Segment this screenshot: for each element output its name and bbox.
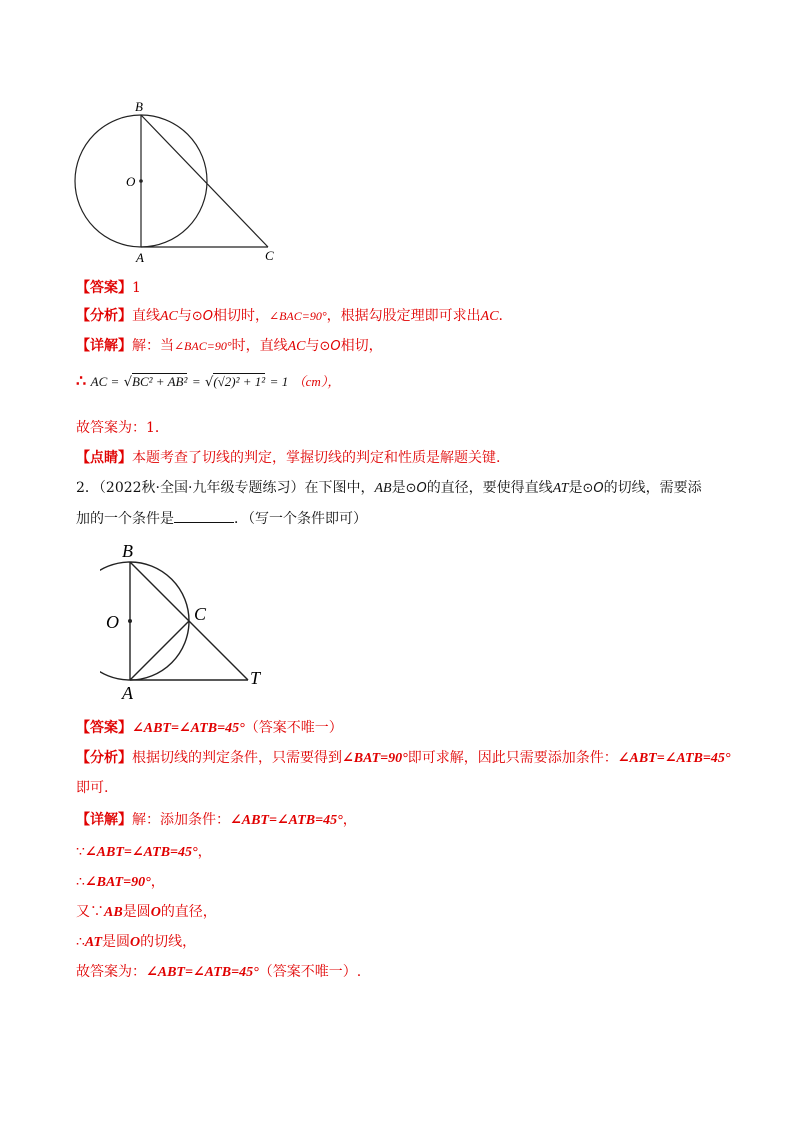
q2-at: AT — [552, 481, 569, 496]
answer-tag: 【答案】 — [76, 720, 132, 736]
q1-detail — [76, 336, 383, 357]
therefore-symbol: ∴ — [76, 371, 87, 390]
analysis-ac-2: AC — [480, 309, 499, 324]
answer-note: （答案不唯一） — [244, 720, 343, 736]
formula-radicand-2: (√2)² + 1² — [213, 374, 266, 389]
formula-eq-3: = 1 — [269, 374, 289, 389]
detail-circle: ⊙O — [319, 339, 341, 354]
because-symbol: ∵ — [76, 844, 85, 860]
q2-number: 2． — [76, 480, 99, 496]
q2-line2-post: ．（写一个条件即可） — [234, 511, 367, 527]
label-c: C — [265, 248, 274, 263]
q1-remark — [76, 448, 500, 468]
remark-tag: 【点睛】 — [76, 450, 132, 466]
analysis-angle: ∠BAT=90° — [342, 751, 408, 766]
q2-question-line-2 — [76, 508, 367, 529]
q2-answer — [76, 718, 343, 739]
figure-2-circle-tangent — [100, 536, 280, 706]
analysis-text-4: ，根据勾股定理即可求出 — [326, 308, 481, 324]
q2-step-1 — [76, 842, 212, 863]
formula-radical-1: √BC² + AB² — [123, 374, 188, 390]
detail-text-end: ， — [342, 812, 357, 828]
analysis-text-2: 即可求解，因此只需要添加条件： — [407, 750, 618, 766]
detail-tag: 【详解】 — [76, 812, 132, 828]
analysis-text-1: 直线 — [132, 308, 160, 324]
q2-source: （2022秋·全国·九年级专题练习）在下图中， — [98, 480, 375, 496]
q2-is: 是 — [391, 480, 406, 496]
q2-analysis-line-2: 即可. — [76, 780, 109, 796]
detail-condition: ∠ABT=∠ATB=45° — [230, 813, 343, 828]
step-3-mid: 是圆 — [122, 904, 151, 920]
analysis-text-1: 根据切线的判定条件，只需要得到 — [132, 750, 342, 766]
answer-tag: 【答案】 — [76, 280, 132, 296]
analysis-text-2: 与 — [177, 308, 192, 324]
analysis-tag: 【分析】 — [76, 750, 132, 766]
center-dot — [128, 619, 132, 623]
label-a: A — [122, 683, 133, 703]
formula-eq-2: = — [191, 374, 201, 389]
label-t: T — [250, 668, 261, 688]
step-4-at: AT — [84, 935, 103, 950]
detail-tag: 【详解】 — [76, 338, 132, 354]
q2-detail — [76, 810, 357, 831]
step-4-pre: ∴ — [76, 934, 85, 950]
step-3-end: 的直径， — [160, 904, 217, 920]
formula-unit: （cm）， — [292, 374, 341, 389]
step-1-expr: ∠ABT=∠ATB=45° — [84, 845, 198, 860]
step-2-end: ， — [150, 874, 165, 890]
segment-bc — [141, 115, 268, 247]
final-pre: 故答案为： — [76, 964, 146, 980]
q2-circle-2: ⊙O — [582, 481, 604, 496]
detail-text-4: 相切， — [340, 338, 383, 354]
q2-analysis-line-1 — [76, 748, 730, 769]
answer-value: ∠ABT=∠ATB=45° — [132, 721, 245, 736]
final-expr: ∠ABT=∠ATB=45° — [146, 965, 259, 980]
step-3-ab: AB — [104, 905, 123, 920]
q1-conclusion: 故答案为：1． — [76, 420, 169, 436]
q2-is-2: 是 — [568, 480, 583, 496]
analysis-ac: AC — [160, 309, 178, 324]
q2-step-4 — [76, 932, 196, 953]
therefore-symbol: ∴ — [76, 874, 85, 890]
q2-line2-pre: 加的一个条件是 — [76, 511, 174, 527]
q2-circle: ⊙O — [405, 481, 427, 496]
label-a: A — [136, 250, 144, 265]
analysis-circle: ⊙O — [191, 309, 214, 324]
formula-lhs: AC = — [90, 374, 120, 389]
detail-text-2: 时，直线 — [231, 338, 288, 354]
q2-step-2 — [76, 872, 165, 893]
q2-final — [76, 962, 361, 983]
q2-question-line-1 — [76, 478, 702, 499]
label-o: O — [126, 174, 136, 189]
step-3-o: O — [150, 905, 161, 920]
figure-1-circle-tangent — [60, 96, 290, 266]
q1-analysis — [76, 306, 503, 327]
step-1-end: ， — [197, 844, 212, 860]
analysis-text-3: 相切时， — [213, 308, 270, 324]
label-b: B — [122, 541, 133, 561]
q2-text-3: 的切线，需要添 — [603, 480, 702, 496]
formula-radical-2: √(√2)² + 1² — [205, 374, 266, 390]
answer-blank[interactable] — [174, 508, 234, 523]
q1-answer — [76, 278, 141, 298]
detail-text-3: 与 — [305, 338, 320, 354]
formula-radicand-1: BC² + AB² — [132, 374, 188, 389]
analysis-condition: ∠ABT=∠ATB=45° — [617, 751, 731, 766]
step-3-pre: 又∵ — [76, 904, 104, 920]
remark-text: 本题考查了切线的判定，掌握切线的判定和性质是解题关键. — [132, 450, 501, 466]
q2-text-2: 的直径，要使得直线 — [426, 480, 553, 496]
final-note: （答案不唯一）. — [258, 964, 362, 980]
center-dot — [139, 179, 143, 183]
label-b: B — [135, 99, 143, 114]
detail-ac: AC — [287, 339, 306, 354]
detail-text-1: 解：添加条件： — [132, 812, 230, 828]
detail-angle: ∠BAC=90° — [174, 339, 232, 353]
analysis-tag: 【分析】 — [76, 308, 132, 324]
answer-value: 1 — [132, 280, 141, 296]
label-o: O — [106, 612, 119, 632]
q1-formula — [76, 366, 340, 396]
step-4-o: O — [130, 935, 141, 950]
label-c: C — [194, 604, 207, 624]
step-2-expr: ∠BAT=90° — [84, 875, 151, 890]
analysis-text-5: . — [498, 308, 503, 324]
analysis-angle: ∠BAC=90° — [269, 309, 327, 323]
q2-ab: AB — [374, 481, 392, 496]
q2-step-3 — [76, 902, 217, 923]
step-4-end: 的切线， — [140, 934, 197, 950]
chord-ac — [130, 621, 189, 680]
step-4-mid: 是圆 — [102, 934, 131, 950]
detail-text-1: 解：当 — [132, 338, 174, 354]
